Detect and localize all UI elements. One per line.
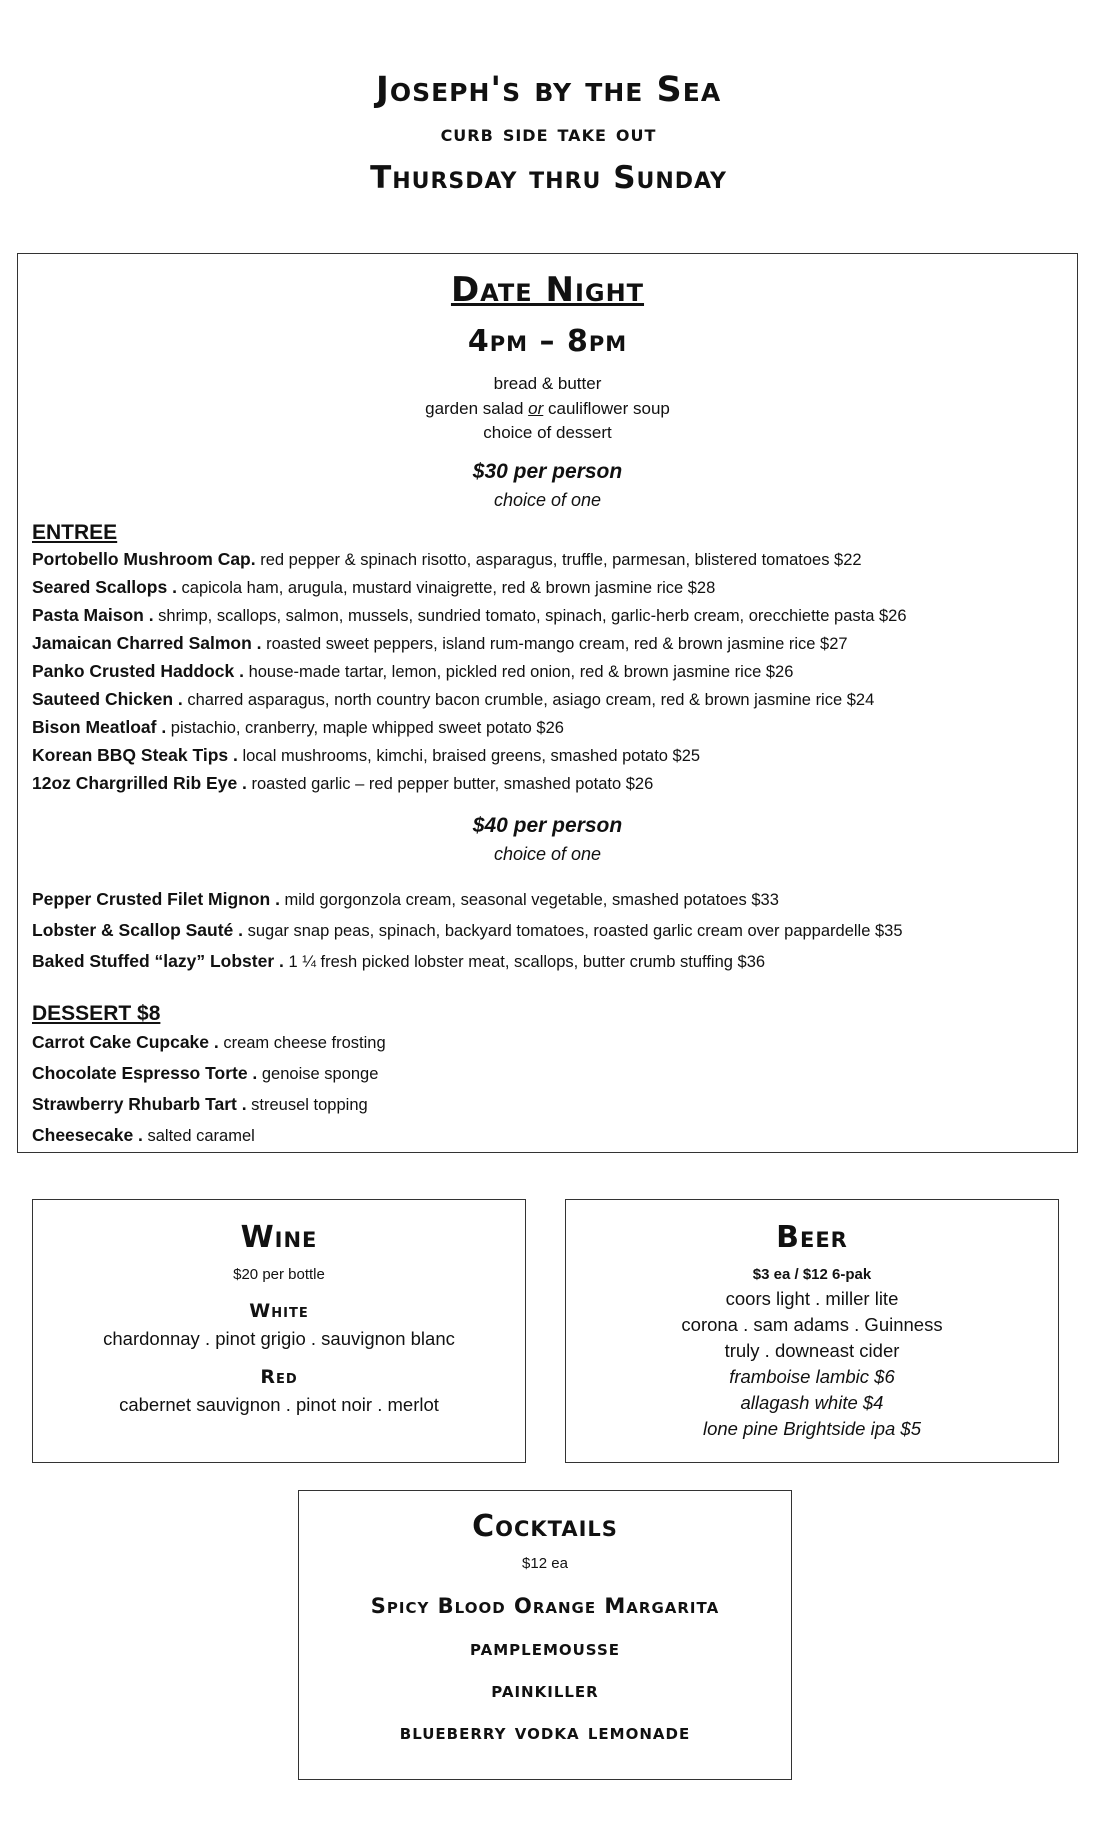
menu-item — [32, 1120, 1077, 1151]
tier2-price: $40 per person — [472, 813, 623, 837]
dessert-heading: DESSERT $8 — [32, 1001, 161, 1025]
menu-header — [0, 68, 1097, 200]
beer-special: framboise lambic $6 — [729, 1366, 895, 1387]
menu-item-description: genoise sponge — [257, 1064, 379, 1083]
beer-title: Beer — [776, 1220, 848, 1255]
tier1-choice-note: choice of one — [493, 489, 602, 510]
menu-item — [32, 602, 1077, 630]
menu-item — [32, 686, 1077, 714]
white-wine-heading: White — [249, 1300, 309, 1322]
included-item: choice of dessert — [483, 423, 612, 442]
entree-list — [18, 546, 1077, 798]
included-item: bread & butter — [493, 374, 602, 393]
cocktail-item: pamplemousse — [470, 1636, 620, 1660]
service-type: curb side take out — [440, 121, 657, 147]
menu-item — [32, 714, 1077, 742]
wine-price: $20 per bottle — [233, 1266, 325, 1283]
menu-item — [32, 946, 1077, 977]
menu-item-name: Portobello Mushroom Cap. — [32, 548, 256, 569]
menu-item-description: 1 ¼ fresh picked lobster meat, scallops, butter crumb stuffing $36 — [283, 952, 766, 971]
white-wine-list: chardonnay . pinot grigio . sauvignon blanc — [103, 1328, 455, 1349]
cocktail-item: Spicy Blood Orange Margarita — [370, 1594, 720, 1618]
menu-item-description: shrimp, scallops, salmon, mussels, sundried tomato, spinach, garlic-herb cream, orecchiette pasta $26 — [153, 606, 907, 625]
beer-section — [565, 1199, 1059, 1463]
menu-item-description: streusel topping — [246, 1095, 368, 1114]
menu-item — [32, 1058, 1077, 1089]
menu-item-description: local mushrooms, kimchi, braised greens, smashed potato $25 — [237, 746, 701, 765]
menu-item-name: Panko Crusted Haddock . — [32, 660, 244, 681]
menu-item-name: Carrot Cake Cupcake . — [32, 1031, 219, 1052]
menu-item — [32, 574, 1077, 602]
menu-item-name: Sauteed Chicken . — [32, 688, 183, 709]
menu-item-description: roasted garlic – red pepper butter, smashed potato $26 — [246, 774, 654, 793]
menu-item — [32, 884, 1077, 915]
cocktails-title: Cocktails — [472, 1509, 618, 1544]
menu-item-name: Jamaican Charred Salmon . — [32, 632, 262, 653]
menu-item-description: sugar snap peas, spinach, backyard tomatoes, roasted garlic cream over pappardelle $35 — [243, 921, 903, 940]
menu-item-name: Seared Scallops . — [32, 576, 177, 597]
beer-line: truly . downeast cider — [724, 1340, 900, 1361]
menu-item-name: Lobster & Scallop Sauté . — [32, 919, 244, 940]
menu-item-name: Baked Stuffed “lazy” Lobster . — [32, 950, 284, 971]
menu-item-description: roasted sweet peppers, island rum-mango cream, red & brown jasmine rice $27 — [261, 634, 848, 653]
beer-line: corona . sam adams . Guinness — [681, 1314, 943, 1335]
menu-item-description: red pepper & spinach risotto, asparagus, truffle, parmesan, blistered tomatoes $22 — [255, 550, 862, 569]
premium-entree-list — [18, 884, 1077, 977]
beer-special: allagash white $4 — [740, 1392, 884, 1413]
tier2-choice-note: choice of one — [493, 843, 602, 864]
beer-price: $3 ea / $12 6-pak — [752, 1266, 872, 1283]
menu-item — [32, 770, 1077, 798]
menu-item-name: 12oz Chargrilled Rib Eye . — [32, 772, 247, 793]
menu-item — [32, 546, 1077, 574]
menu-item-name: Pasta Maison . — [32, 604, 154, 625]
beer-line: coors light . miller lite — [725, 1288, 899, 1309]
date-night-section — [17, 253, 1078, 1153]
menu-item — [32, 915, 1077, 946]
included-item: garden salad or cauliflower soup — [425, 398, 670, 418]
menu-item-name: Bison Meatloaf . — [32, 716, 167, 737]
menu-item-name: Cheesecake . — [32, 1124, 143, 1145]
entree-heading: ENTREE — [32, 520, 118, 544]
menu-item-description: mild gorgonzola cream, seasonal vegetable, smashed potatoes $33 — [279, 890, 779, 909]
date-night-hours: 4pm – 8pm — [467, 324, 628, 359]
menu-item — [32, 1027, 1077, 1058]
restaurant-name: Joseph's by the Sea — [375, 70, 722, 110]
cocktail-item: painkiller — [491, 1678, 599, 1702]
menu-item-name: Chocolate Espresso Torte . — [32, 1062, 258, 1083]
menu-item-name: Strawberry Rhubarb Tart . — [32, 1093, 247, 1114]
menu-item-name: Pepper Crusted Filet Mignon . — [32, 888, 280, 909]
cocktail-item: blueberry vodka lemonade — [399, 1720, 691, 1744]
red-wine-heading: Red — [260, 1366, 298, 1388]
menu-item — [32, 742, 1077, 770]
wine-title: Wine — [240, 1220, 318, 1255]
date-night-title: Date Night — [450, 270, 645, 310]
service-days: Thursday thru Sunday — [370, 160, 727, 196]
red-wine-list: cabernet sauvignon . pinot noir . merlot — [119, 1394, 439, 1415]
wine-section — [32, 1199, 526, 1463]
menu-item-description: cream cheese frosting — [218, 1033, 386, 1052]
included-items — [18, 372, 1077, 446]
menu-item-description: pistachio, cranberry, maple whipped sweet potato $26 — [166, 718, 564, 737]
cocktails-price: $12 ea — [522, 1555, 568, 1572]
menu-item-description: house-made tartar, lemon, pickled red onion, red & brown jasmine rice $26 — [244, 662, 794, 681]
menu-item — [32, 658, 1077, 686]
cocktails-section — [298, 1490, 792, 1780]
menu-item-name: Korean BBQ Steak Tips . — [32, 744, 238, 765]
menu-item-description: salted caramel — [142, 1126, 255, 1145]
beer-special: lone pine Brightside ipa $5 — [702, 1418, 922, 1439]
menu-item-description: charred asparagus, north country bacon crumble, asiago cream, red & brown jasmine rice $24 — [182, 690, 875, 709]
tier1-price: $30 per person — [472, 459, 623, 483]
dessert-list — [18, 1027, 1077, 1151]
menu-item — [32, 1089, 1077, 1120]
menu-item — [32, 630, 1077, 658]
menu-item-description: capicola ham, arugula, mustard vinaigrette, red & brown jasmine rice $28 — [176, 578, 716, 597]
